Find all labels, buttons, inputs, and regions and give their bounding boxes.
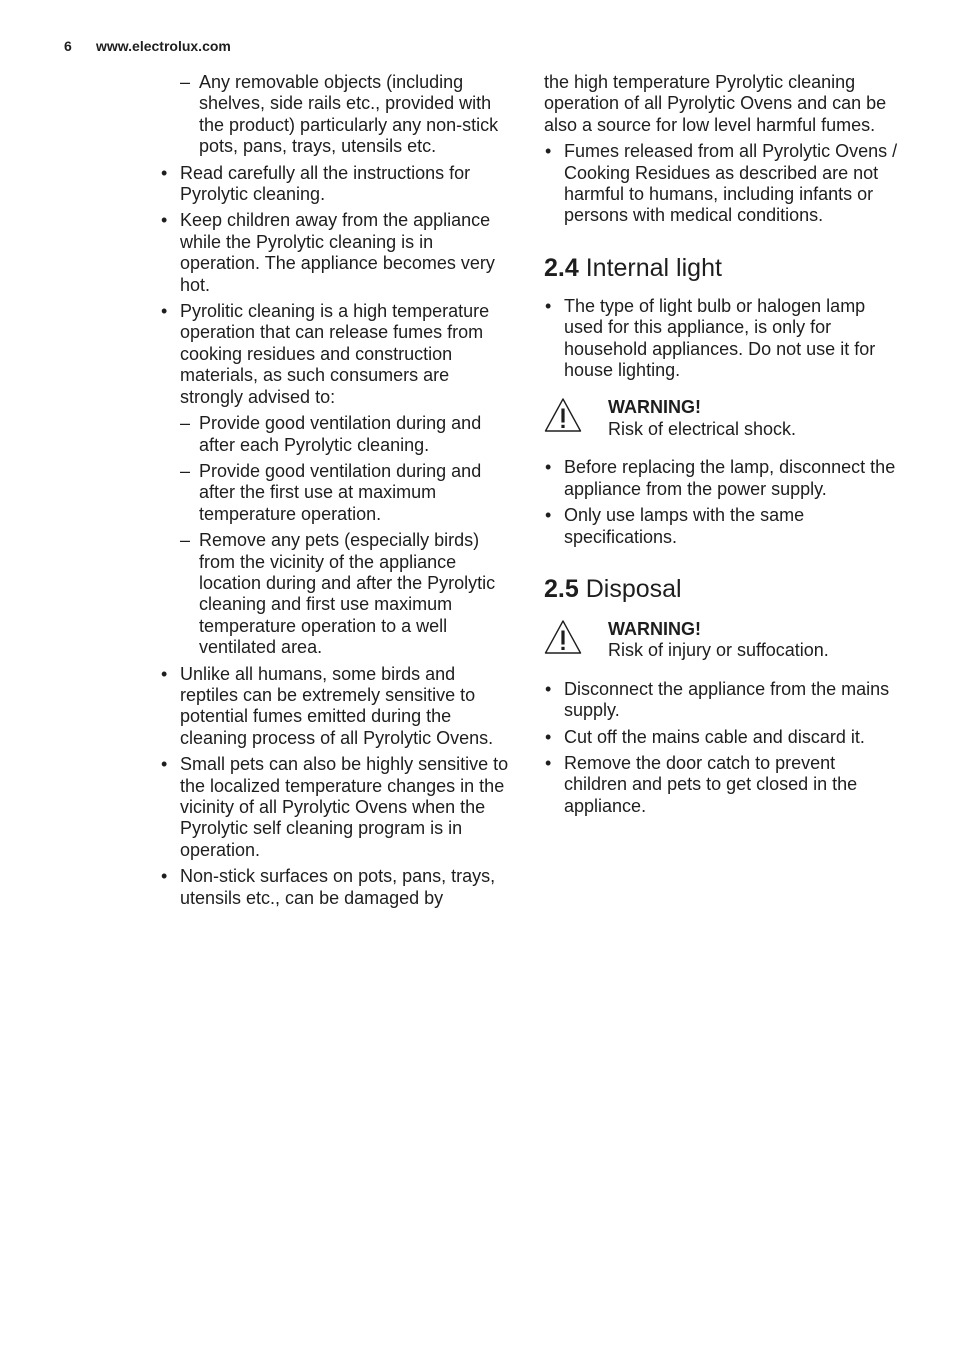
warning-text: Risk of electrical shock. xyxy=(608,418,797,439)
page-number: 6 xyxy=(64,38,72,54)
warning-title: WARNING! xyxy=(608,618,701,639)
page-header xyxy=(64,38,231,54)
dash-item: – Any removable objects (including shelves, side rails etc., provided with the product) particularly any non-stick pots, pans, trays, utensils etc. xyxy=(160,72,516,158)
section-number: 2.4 xyxy=(544,253,579,282)
section-heading-internal-light xyxy=(544,254,900,282)
dash-item: – Provide good ventilation during and after each Pyrolytic cleaning. xyxy=(160,413,516,456)
website-link[interactable]: www.electrolux.com xyxy=(96,38,231,54)
warning-triangle-icon xyxy=(544,397,582,433)
section-title: Internal light xyxy=(585,253,722,282)
bullet-item: • Only use lamps with the same specifications. xyxy=(544,505,900,548)
warning-triangle-icon xyxy=(544,619,582,655)
bullet-item: • Before replacing the lamp, disconnect the appliance from the power supply. xyxy=(544,457,900,500)
warning-box xyxy=(544,397,900,440)
right-column xyxy=(544,72,900,822)
bullet-item: • Cut off the mains cable and discard it. xyxy=(544,727,900,748)
bullet-item: • The type of light bulb or halogen lamp used for this appliance, is only for household appliances. Do not use it for house lighting. xyxy=(544,296,900,382)
warning-title: WARNING! xyxy=(608,397,701,418)
left-column xyxy=(160,72,516,914)
bullet-item: • Non-stick surfaces on pots, pans, trays, utensils etc., can be damaged by xyxy=(160,866,516,909)
section-title: Disposal xyxy=(585,574,682,603)
continuation-text: the high temperature Pyrolytic cleaning operation of all Pyrolytic Ovens and can be also a source for low level harmful fumes. xyxy=(544,72,887,135)
bullet-item: • Keep children away from the appliance while the Pyrolytic cleaning is in operation. The appliance becomes very hot. xyxy=(160,210,516,296)
dash-item: – Remove any pets (especially birds) from the vicinity of the appliance location during and after the Pyrolytic cleaning and first use maximum temperature operation to a well ventilated area. xyxy=(160,530,516,658)
bullet-item: • Pyrolitic cleaning is a high temperature operation that can release fumes from cooking residues and construction materials, as such consumers are strongly advised to: xyxy=(160,301,516,408)
warning-text: Risk of injury or suffocation. xyxy=(608,640,829,661)
warning-box xyxy=(544,619,900,662)
bullet-item: • Disconnect the appliance from the mains supply. xyxy=(544,679,900,722)
bullet-item: • Remove the door catch to prevent children and pets to get closed in the appliance. xyxy=(544,753,900,817)
section-heading-disposal xyxy=(544,575,900,603)
bullet-item: • Fumes released from all Pyrolytic Ovens / Cooking Residues as described are not harmful to humans, including infants or persons with medical conditions. xyxy=(544,141,900,227)
section-number: 2.5 xyxy=(544,574,579,603)
bullet-item: • Read carefully all the instructions for Pyrolytic cleaning. xyxy=(160,163,516,206)
dash-item: – Provide good ventilation during and after the first use at maximum temperature operation. xyxy=(160,461,516,525)
bullet-item: • Unlike all humans, some birds and reptiles can be extremely sensitive to potential fumes emitted during the cleaning process of all Pyrolytic Ovens. xyxy=(160,664,516,750)
bullet-item: • Small pets can also be highly sensitive to the localized temperature changes in the vicinity of all Pyrolytic Ovens when the Pyrolytic self cleaning program is in operation. xyxy=(160,754,516,861)
